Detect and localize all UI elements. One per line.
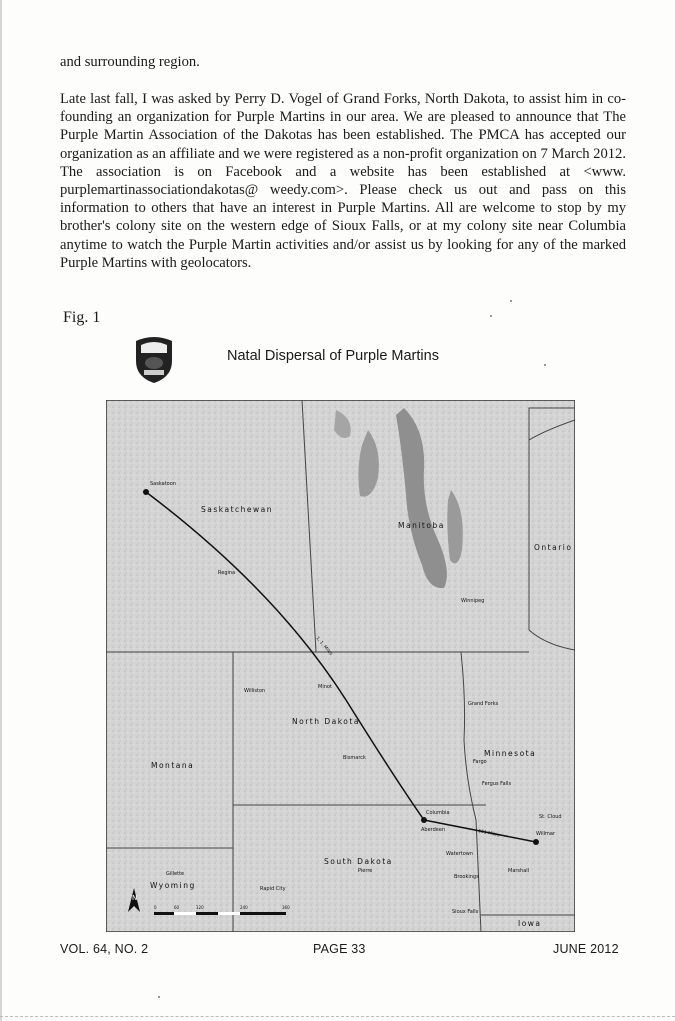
region-label: Montana <box>151 761 195 770</box>
city-label: Rapid City <box>260 886 286 892</box>
city-label: Winnipeg <box>461 598 485 604</box>
scale-tick: 240 <box>240 905 248 910</box>
paragraph-body: Late last fall, I was asked by Perry D. Vogel of Grand Forks, North Dakota, to assist him in co-founding an organization for Purple Martins in our area. We are pleased to announce that The Purple Martin Association of the Dakotas has been established. The PMCA has accepted our organization as an affiliate and we were registered as a non-profit organization on 7 March 2012. The association is on Facebook and a website has been established at <www. purplemartinassociationdakotas@ weedy.com>. Please check us out and pass on this information to others that have an interest in Purple Martins. All are welcome to stop by my brother's colony site on the western edge of Sioux Falls, or at my colony site near Columbia anytime to watch the Purple Martin activities and/or assist us by looking for any of the marked Purple Martins with geolocators. <box>60 91 626 271</box>
dispersal-map <box>106 400 575 932</box>
city-label: Watertown <box>446 851 474 857</box>
city-label: Gillette <box>166 871 185 877</box>
city-label: Minot <box>318 684 332 690</box>
city-label: Fergus Falls <box>482 781 512 787</box>
city-label: Sioux Falls <box>452 909 479 915</box>
region-label: Ontario <box>534 543 573 552</box>
city-label: Saskatoon <box>150 481 176 487</box>
region-label: Manitoba <box>398 521 445 530</box>
paragraph-continuation: and surrounding region. <box>60 54 200 70</box>
scan-speck <box>158 996 160 998</box>
footer-page-number: PAGE 33 <box>313 942 366 956</box>
scan-speck <box>490 315 492 317</box>
scan-edge <box>0 1016 675 1018</box>
city-label: Pierre <box>358 868 373 874</box>
city-label: Marshall <box>508 868 530 874</box>
city-label: Aberdeen <box>421 827 446 833</box>
footer-date: JUNE 2012 <box>553 942 619 956</box>
city-label: St. Cloud <box>539 814 562 820</box>
scale-tick: 0 <box>154 905 157 910</box>
city-label: Regina <box>218 570 236 576</box>
map-frame <box>106 400 575 932</box>
scale-tick: 60 <box>174 905 180 910</box>
scan-speck <box>510 300 512 302</box>
city-label: Grand Forks <box>468 701 499 707</box>
map-title: Natal Dispersal of Purple Martins <box>227 348 439 364</box>
distance-label: 161 Miles <box>477 829 500 839</box>
region-label: Minnesota <box>484 749 537 758</box>
region-label: Saskatchewan <box>201 505 273 514</box>
association-emblem-icon <box>132 333 176 385</box>
footer-volume: VOL. 64, NO. 2 <box>60 942 149 956</box>
region-label: Wyoming <box>150 881 196 890</box>
city-label: Williston <box>244 688 266 694</box>
city-label: Willmar <box>536 831 555 837</box>
city-label: Fargo <box>473 759 487 765</box>
scale-tick: 360 <box>282 905 290 910</box>
city-label: Brookings <box>454 874 479 880</box>
scale-tick: 120 <box>196 905 204 910</box>
city-label: Columbia <box>426 810 450 816</box>
svg-text:N: N <box>132 894 138 902</box>
distance-label: 1, 1, Miles <box>314 636 334 657</box>
region-label: South Dakota <box>324 857 393 866</box>
figure-label: Fig. 1 <box>63 309 101 326</box>
region-label: North Dakota <box>292 717 360 726</box>
region-label: Iowa <box>518 919 542 928</box>
scan-speck <box>544 364 546 366</box>
city-label: Bismarck <box>343 755 366 761</box>
